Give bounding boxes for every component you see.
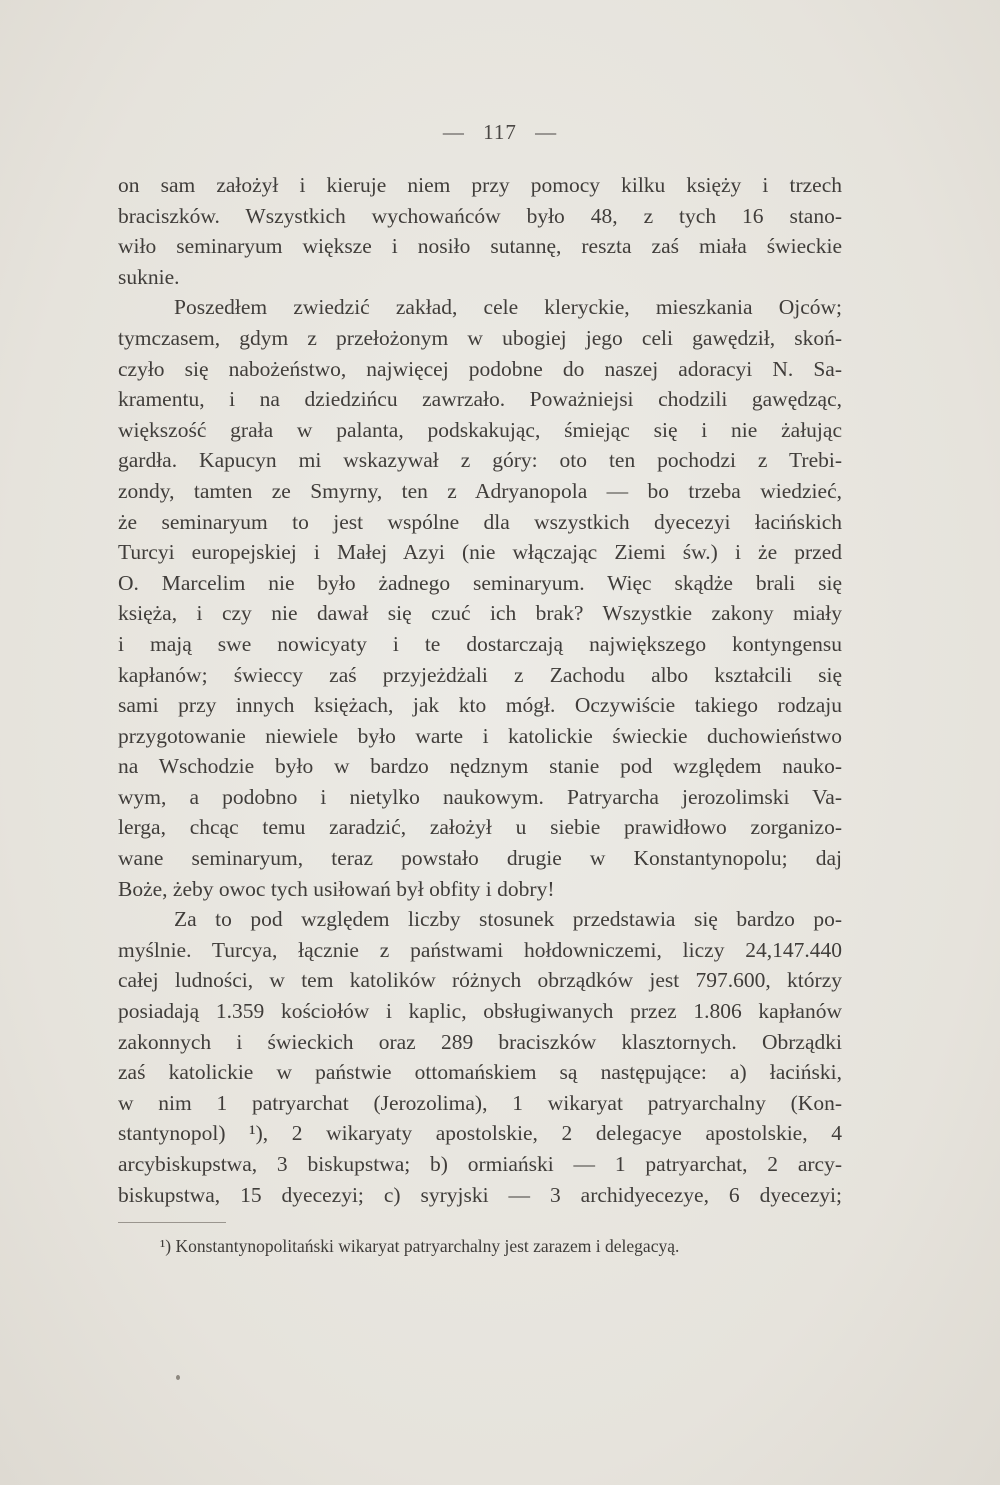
text-line: Poszedłem zwiedzić zakład, cele kleryckie, mieszkania Ojców; [174, 295, 842, 320]
text-line: tymczasem, gdym z przełożonym w ubogiej jego celi gawędził, skoń- [118, 325, 842, 350]
text-line: gardła. Kapucyn mi wskazywał z góry: oto ten pochodzi z Trebi- [118, 448, 842, 473]
text-line: posiadają 1.359 kościołów i kaplic, obsługiwanych przez 1.806 kapłanów [118, 999, 842, 1024]
text-line: czyło się nabożeństwo, najwięcej podobne do naszej adoracyi N. Sa- [118, 356, 842, 381]
text-line: Turcyi europejskiej i Małej Azyi (nie włączając Ziemi św.) i że przed [118, 540, 842, 565]
text-line: sami przy innych księżach, jak kto mógł. Oczywiście takiego rodzaju [118, 693, 842, 718]
text-line: kapłanów; świeccy zaś przyjeżdżali z Zachodu albo kształcili się [118, 662, 842, 687]
text-line: suknie. [118, 264, 180, 289]
footnote [160, 1236, 679, 1257]
text-line: i mają swe nowicyaty i te dostarczają największego kontyngensu [118, 631, 842, 656]
text-line: kramentu, i na dziedzińcu zawrzało. Poważniejsi chodzili gawędząc, [118, 387, 842, 412]
paper-speck [176, 1375, 180, 1380]
footnote-separator [118, 1222, 226, 1223]
body-text [118, 170, 842, 1210]
text-line: wym, a podobno i nietylko naukowym. Patryarcha jerozolimski Va- [118, 784, 842, 809]
text-line: w nim 1 patryarchat (Jerozolima), 1 wikaryat patryarchalny (Kon- [118, 1090, 842, 1115]
text-line: większość grała w palanta, podskakując, śmiejąc się i nie żałując [118, 417, 842, 442]
page-number: 117 [483, 120, 517, 144]
footnote-marker: ¹) [160, 1236, 172, 1256]
text-line: zakonnych i świeckich oraz 289 braciszków klasztornych. Obrządki [118, 1029, 842, 1054]
text-line: lerga, chcąc temu zaradzić, założył u siebie prawidłowo zorganizo- [118, 815, 842, 840]
text-line: przygotowanie niewiele było warte i katolickie świeckie duchowieństwo [118, 723, 842, 748]
text-line: całej ludności, w tem katolików różnych obrządków jest 797.600, którzy [118, 968, 842, 993]
text-line: zaś katolickie w państwie ottomańskiem są następujące: a) łaciński, [118, 1060, 842, 1085]
text-line: myślnie. Turcya, łącznie z państwami hołdowniczemi, liczy 24,147.440 [118, 937, 842, 962]
text-line: biskupstwa, 15 dyecezyi; c) syryjski — 3 archidyecezye, 6 dyecezyi; [118, 1182, 842, 1207]
text-line: arcybiskupstwa, 3 biskupstwa; b) ormiański — 1 patryarchat, 2 arcy- [118, 1152, 842, 1176]
text-line: wane seminaryum, teraz powstało drugie w Konstantynopolu; daj [118, 846, 842, 871]
page-number-header [0, 120, 1000, 145]
footnote-text: Konstantynopolitański wikaryat patryarchalny jest zarazem i delegacyą. [175, 1236, 680, 1256]
text-line: Za to pod względem liczby stosunek przedstawia się bardzo po- [174, 907, 842, 932]
folio-dash-left: — [442, 120, 465, 144]
text-line: na Wschodzie było w bardzo nędznym stanie pod względem nauko- [118, 754, 842, 779]
text-line: zondy, tamten ze Smyrny, ten z Adryanopola — bo trzeba wiedzieć, [118, 478, 842, 503]
text-line: on sam założył i kieruje niem przy pomocy kilku księży i trzech [118, 173, 842, 197]
folio-dash-right: — [535, 120, 558, 144]
text-line: że seminaryum to jest wspólne dla wszystkich dyecezyi łacińskich [118, 509, 842, 534]
text-line: wiło seminaryum większe i nosiło sutannę, reszta zaś miała świeckie [118, 234, 842, 259]
text-line: Boże, żeby owoc tych usiłowań był obfity i dobry! [118, 876, 555, 901]
text-line: stantynopol) ¹), 2 wikaryaty apostolskie, 2 delegacye apostolskie, 4 [118, 1121, 842, 1146]
text-line: braciszków. Wszystkich wychowańców było 48, z tych 16 stano- [118, 203, 842, 228]
text-line: O. Marcelim nie było żadnego seminaryum. Więc skądże brali się [118, 570, 842, 595]
text-line: księża, i czy nie dawał się czuć ich brak? Wszystkie zakony miały [118, 601, 842, 626]
